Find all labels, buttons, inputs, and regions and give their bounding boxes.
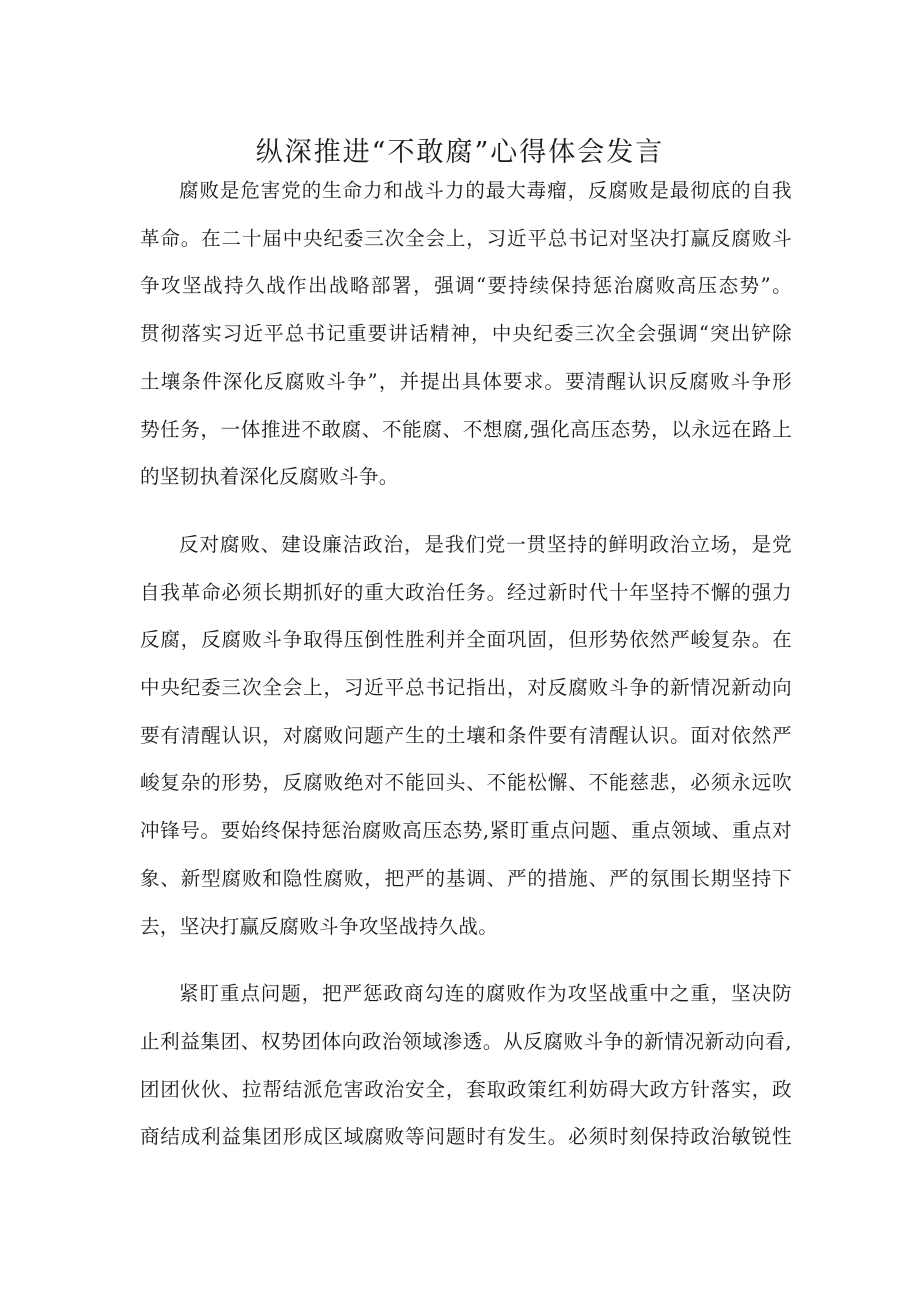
paragraph-line: 团团伙伙、拉帮结派危害政治安全，套取政策红利妨碍大政方针落实，政 bbox=[140, 1077, 792, 1101]
paragraph-3 bbox=[140, 970, 792, 1161]
paragraph-line: 去，坚决打赢反腐败斗争攻坚战持久战。 bbox=[140, 914, 499, 938]
paragraph-line: 反对腐败、建设廉洁政治，是我们党一贯坚持的鲜明政治立场，是党 bbox=[179, 532, 792, 556]
paragraph-line: 要有清醒认识，对腐败问题产生的土壤和条件要有清醒认识。面对依然严 bbox=[140, 723, 792, 747]
paragraph-line: 象、新型腐败和隐性腐败，把严的基调、严的措施、严的氛围长期坚持下 bbox=[140, 866, 792, 890]
paragraph-line: 争攻坚战持久战作出战略部署，强调“要持续保持惩治腐败高压态势”。 bbox=[140, 274, 792, 298]
paragraph-1 bbox=[140, 167, 792, 501]
paragraph-line: 腐败是危害党的生命力和战斗力的最大毒瘤，反腐败是最彻底的自我 bbox=[179, 179, 792, 202]
document-body bbox=[140, 167, 792, 1161]
paragraph-line: 反腐，反腐败斗争取得压倒性胜利并全面巩固，但形势依然严峻复杂。在 bbox=[140, 628, 792, 652]
paragraph-line: 冲锋号。要始终保持惩治腐败高压态势,紧盯重点问题、重点领域、重点对 bbox=[140, 819, 792, 843]
paragraph-line: 革命。在二十届中央纪委三次全会上，习近平总书记对坚决打赢反腐败斗 bbox=[140, 226, 792, 250]
paragraph-line: 紧盯重点问题，把严惩政商勾连的腐败作为攻坚战重中之重，坚决防 bbox=[179, 982, 792, 1006]
paragraph-line: 势任务，一体推进不敢腐、不能腐、不想腐,强化高压态势，以永远在路上 bbox=[140, 417, 792, 441]
paragraph-line: 止利益集团、权势团体向政治领域渗透。从反腐败斗争的新情况新动向看, bbox=[140, 1029, 792, 1053]
paragraph-line: 自我革命必须长期抓好的重大政治任务。经过新时代十年坚持不懈的强力 bbox=[140, 580, 792, 604]
paragraph-line: 土壤条件深化反腐败斗争”，并提出具体要求。要清醒认识反腐败斗争形 bbox=[140, 369, 792, 393]
paragraph-2 bbox=[140, 521, 792, 950]
paragraph-line: 中央纪委三次全会上，习近平总书记指出，对反腐败斗争的新情况新动向 bbox=[140, 676, 792, 700]
paragraph-line: 商结成利益集团形成区域腐败等问题时有发生。必须时刻保持政治敏锐性 bbox=[140, 1125, 792, 1149]
paragraph-line: 峻复杂的形势，反腐败绝对不能回头、不能松懈、不能慈悲，必须永远吹 bbox=[140, 771, 792, 795]
paragraph-line: 的坚韧执着深化反腐败斗争。 bbox=[140, 465, 399, 489]
paragraph-line: 贯彻落实习近平总书记重要讲话精神，中央纪委三次全会强调“突出铲除 bbox=[140, 322, 792, 346]
document-title: 纵深推进“不敢腐”心得体会发言 bbox=[255, 137, 665, 168]
